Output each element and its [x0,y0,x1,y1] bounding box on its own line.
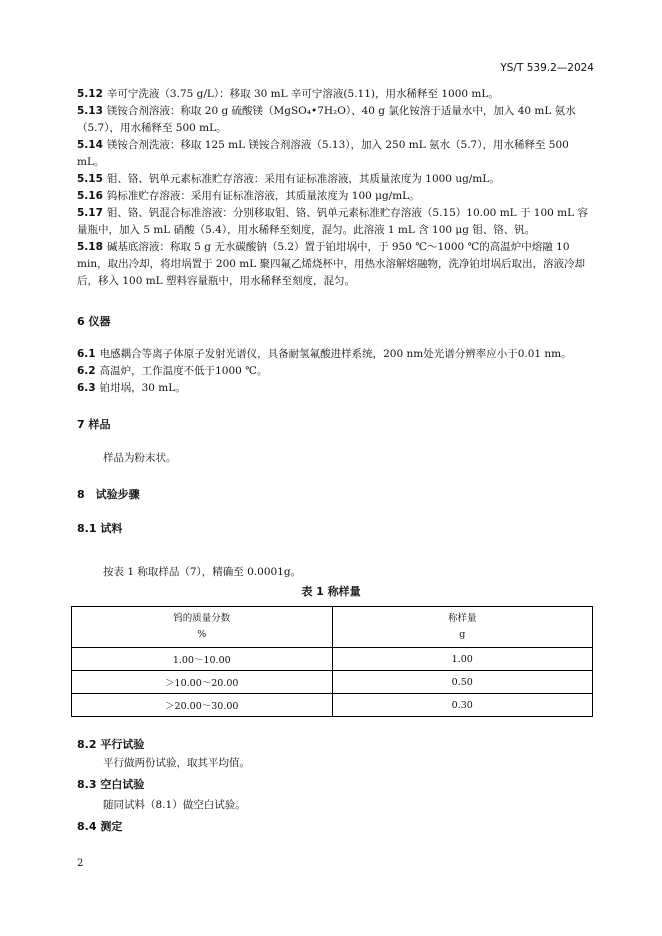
clause-5-12: 5.12 辛可宁洗液（3.75 g/L）：移取 30 mL 辛可宁溶液(5.11)，用水稀释至 1000 mL。 [77,88,499,100]
col-header-mass: 称样量 g [332,607,593,648]
table-row: ＞10.00～20.00 0.50 [72,671,593,694]
section-7-heading: 7 样品 [77,418,111,431]
clause-5-14: 5.14 镁铵合剂洗液：移取 125 mL 镁铵合剂溶液（5.13），加入 250 mL 氨水（5.7），用水稀释至 500 mL。 [77,139,569,168]
section-8-3-body: 随同试料（8.1）做空白试验。 [103,799,246,811]
section-8-1-body: 按表 1 称取样品（7），精确至 0.0001g。 [103,566,302,578]
table-1-caption: 表 1 称样量 [301,585,361,598]
table-row: ＞20.00～30.00 0.30 [72,694,593,717]
page-number: 2 [77,858,84,869]
clause-6-1: 6.1 电感耦合等离子体原子发射光谱仪，具备耐氢氟酸进样系统，200 nm处光谱分辨率应小于0.01 nm。 [77,348,572,360]
clause-6-3: 6.3 铂坩埚，30 mL。 [77,382,186,394]
clause-5-15: 5.15 钼、铬、钒单元素标准贮存溶液：采用有证标准溶液，其质量浓度为 1000 ug/mL。 [77,173,500,185]
section-8-4-heading: 8.4 测定 [77,820,123,833]
col-header-fraction: 钨的质量分数 % [72,607,333,648]
section-8-2-body: 平行做两份试验，取其平均值。 [103,757,250,769]
section-6-heading: 6 仪器 [77,315,111,328]
clause-6-2: 6.2 高温炉，工作温度不低于1000 ℃。 [77,365,268,377]
section-8-1-heading: 8.1 试料 [77,522,123,535]
document-code: YS/T 539.2—2024 [500,62,594,74]
clause-5-13: 5.13 镁铵合剂溶液：称取 20 g 硫酸镁（MgSO₄•7H₂O）、40 g 氯化铵溶于适量水中，加入 40 mL 氨水（5.7），用水稀释至 500 mL。 [77,105,576,134]
section-8-3-heading: 8.3 空白试验 [77,778,145,791]
table-row: 1.00～10.00 1.00 [72,648,593,671]
section-8-heading: 8 试验步骤 [77,488,140,501]
clause-5-16: 5.16 钨标准贮存溶液：采用有证标准溶液，其质量浓度为 100 μg/mL。 [77,190,420,202]
clause-5-17: 5.17 钼、铬、钒混合标准溶液：分别移取钼、铬、钒单元素标准贮存溶液（5.15）10.00 mL 于 100 mL 容量瓶中，加入 5 mL 硝酸（5.4），用水稀释至刻度，混匀。此溶液 1 mL 含 100 μg 钼、铬、钒。 [77,207,588,236]
section-7-body: 样品为粉末状。 [103,452,177,464]
section-8-2-heading: 8.2 平行试验 [77,738,145,751]
sample-mass-table [71,606,593,717]
clause-5-18: 5.18 碱基底溶液：称取 5 g 无水碳酸钠（5.2）置于铂坩埚中，于 950 ℃～1000 ℃的高温炉中熔融 10 min，取出冷却，将坩埚置于 200 mL 聚四氟乙烯烧杯中，用热水溶解熔融物，洗净铂坩埚后取出，溶液冷却后，移入 100 mL 塑料容量瓶中，用水稀释至刻度，混匀。 [77,241,586,287]
